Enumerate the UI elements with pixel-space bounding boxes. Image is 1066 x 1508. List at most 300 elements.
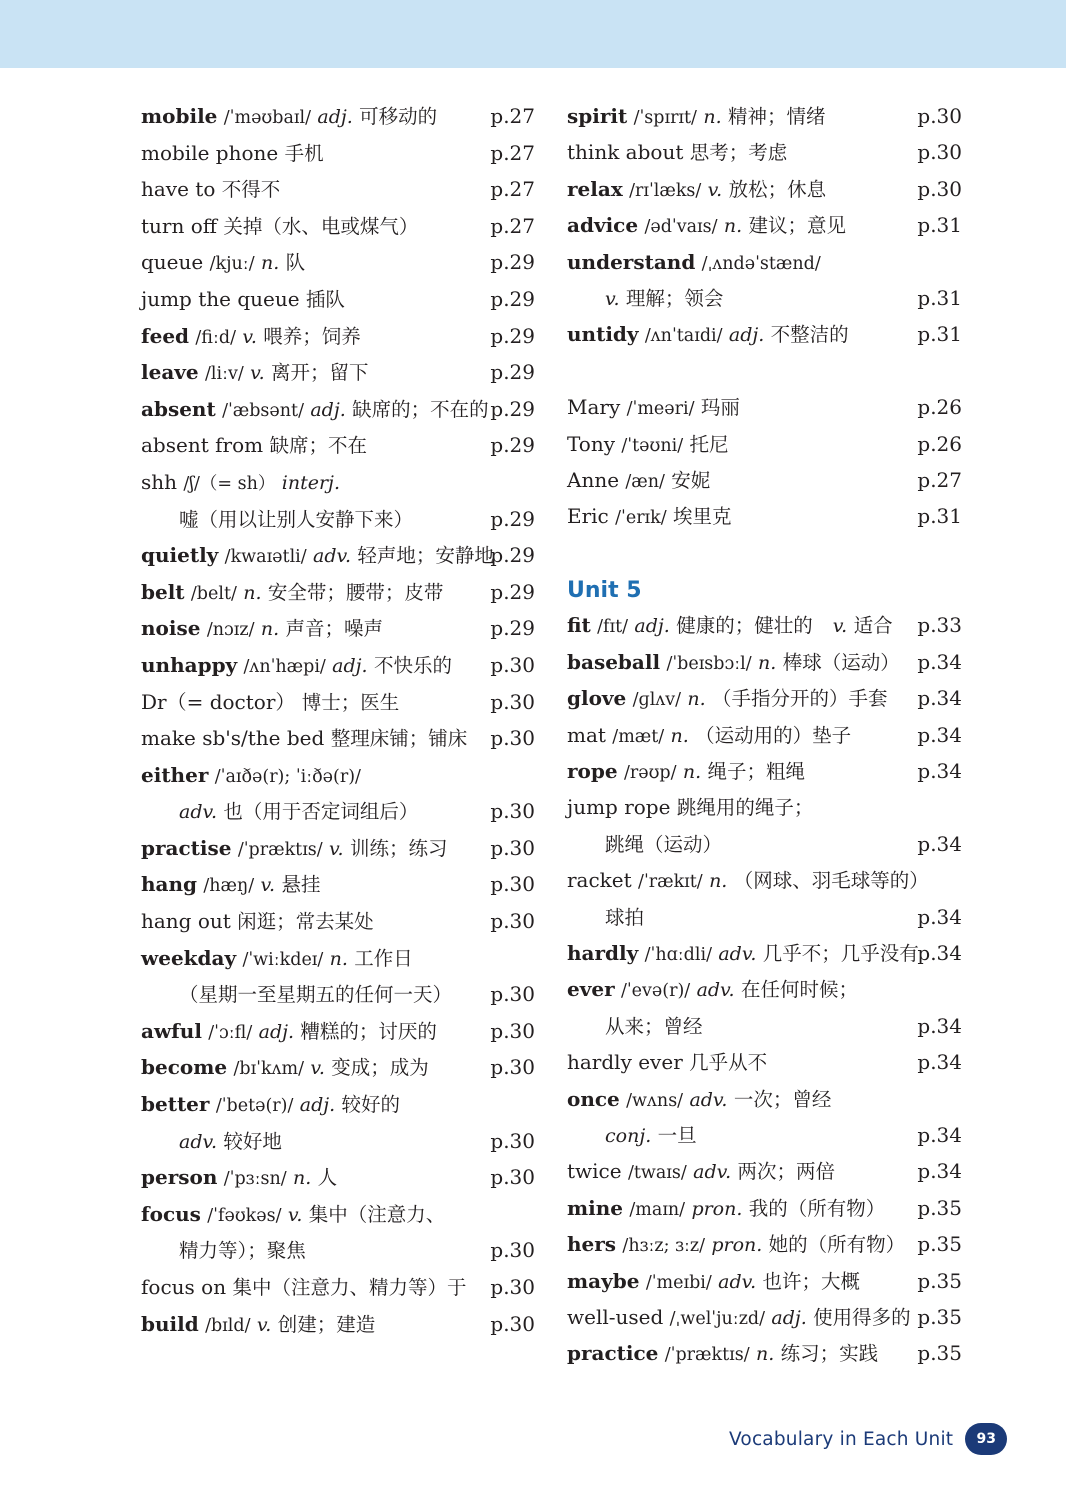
vocab-phonetic: /ˈerɪk/: [615, 508, 667, 529]
vocab-word: rope: [567, 759, 618, 784]
vocab-page-ref: p.27: [490, 140, 535, 165]
vocab-entry: [141, 244, 535, 281]
vocab-part-of-speech: adv.: [693, 1161, 732, 1184]
vocab-page-ref: p.27: [490, 213, 535, 238]
vocab-word: once: [567, 1086, 620, 1111]
vocab-phonetic: /ˈpræktɪs/: [237, 839, 323, 860]
vocab-phonetic: /kwaɪətli/: [224, 547, 307, 568]
vocab-meaning: 安妮: [671, 468, 711, 492]
vocab-meaning: 可移动的: [359, 105, 438, 128]
vocab-part-of-speech: v.: [329, 837, 344, 860]
vocab-phonetic: /ˈpɜːsn/: [223, 1169, 287, 1190]
vocab-meaning: 托尼: [689, 432, 729, 456]
vocab-word: hang: [141, 872, 198, 897]
vocab-meaning: 球拍: [605, 905, 645, 929]
vocab-meaning: 我的（所有物）: [748, 1196, 886, 1220]
vocab-part-of-speech: n.: [687, 688, 706, 711]
vocab-word: practice: [567, 1341, 659, 1366]
vocab-word: belt: [141, 579, 185, 604]
vocab-page-ref: p.29: [490, 543, 535, 568]
vocab-meaning: 离开；留下: [271, 361, 369, 385]
vocab-page-ref: p.34: [917, 1013, 962, 1038]
vocab-word: hardly ever: [567, 1050, 683, 1075]
vocab-word: build: [141, 1311, 199, 1336]
vocab-entry: [141, 1049, 535, 1086]
vocab-page-ref: p.34: [917, 722, 962, 747]
vocab-entry: [141, 1196, 535, 1233]
vocab-entry: [141, 940, 535, 977]
vocab-entry-continuation: [567, 899, 962, 935]
vocab-page-ref: p.27: [490, 104, 535, 128]
vocab-entry: [567, 717, 962, 753]
vocab-entry: [567, 753, 962, 789]
vocab-meaning: 精力等）；聚焦: [179, 1239, 306, 1263]
vocab-meaning: 工作日: [354, 946, 413, 970]
vocab-word: ever: [567, 977, 615, 1002]
vocab-page-ref: p.34: [917, 686, 962, 711]
vocab-meaning: 喂养；饲养: [263, 324, 361, 348]
vocab-entry: [141, 171, 535, 208]
vocab-page-ref: p.30: [490, 1018, 535, 1043]
vocab-part-of-speech: n.: [703, 106, 722, 128]
vocab-part-of-speech: v.: [832, 615, 848, 638]
vocab-page-ref: p.35: [917, 1232, 962, 1257]
vocab-phonetic: /ʃ/（= sh）: [183, 473, 276, 494]
vocab-entry-continuation: [141, 1232, 535, 1269]
vocab-meaning: 理解；领会: [625, 286, 724, 310]
vocab-word: awful: [141, 1018, 202, 1043]
vocab-entry: [567, 1299, 962, 1335]
vocab-phonetic: /wʌns/: [626, 1090, 684, 1111]
vocab-page-ref: p.29: [490, 579, 535, 604]
vocab-page-ref: p.34: [917, 831, 962, 856]
vocab-word: shh: [141, 469, 178, 494]
vocab-phonetic: /fɪt/: [597, 617, 629, 638]
vocab-entry-continuation: [567, 826, 962, 862]
vocab-word: spirit: [567, 104, 628, 128]
vocab-page-ref: p.30: [490, 1055, 535, 1080]
vocab-page-ref: p.29: [490, 250, 535, 275]
vocab-page-ref: p.30: [490, 1311, 535, 1336]
vocab-page-ref: p.30: [490, 689, 535, 714]
vocab-word: maybe: [567, 1268, 640, 1293]
vocab-entry-continuation: [567, 1008, 962, 1044]
vocab-page-ref: p.30: [490, 726, 535, 751]
vocab-meaning: 建议；意见: [748, 214, 847, 238]
unit-heading: Unit 5: [567, 578, 642, 604]
vocab-meaning: 几乎从不: [689, 1051, 768, 1075]
vocab-phonetic: /nɔɪz/: [206, 620, 255, 641]
vocab-part-of-speech: v.: [242, 325, 257, 348]
vocab-phonetic: /ˈevə(r)/: [620, 981, 691, 1002]
vocab-part-of-speech: n.: [260, 618, 280, 641]
vocab-entry: [141, 208, 535, 245]
vocab-page-ref: p.30: [917, 176, 962, 201]
vocab-part-of-speech: adv.: [718, 942, 757, 965]
vocab-word: person: [141, 1165, 218, 1190]
vocab-word: mine: [567, 1195, 624, 1220]
vocab-page-ref: p.30: [917, 140, 962, 165]
vocab-page-ref: p.34: [917, 904, 962, 929]
vocab-word: make sb's/the bed: [141, 726, 325, 751]
vocab-meaning: 插队: [305, 287, 345, 311]
vocab-entry: [141, 1269, 535, 1306]
vocab-entry: [567, 426, 962, 462]
vocab-meaning: （网球、羽毛球等的）: [733, 869, 929, 893]
vocab-part-of-speech: v.: [250, 362, 265, 385]
vocab-word: racket: [567, 868, 632, 893]
vocab-meaning: 不整洁的: [770, 323, 849, 347]
vocab-phonetic: /ˈwiːkdeɪ/: [242, 949, 324, 970]
vocab-entry: [567, 644, 962, 680]
vocab-part-of-speech: v.: [310, 1057, 325, 1080]
vocab-word: Anne: [567, 467, 620, 492]
vocab-page-ref: p.29: [490, 616, 535, 641]
vocab-entry: [567, 607, 962, 643]
vocab-page-ref: p.29: [490, 396, 535, 421]
vocab-page-ref: p.30: [490, 1128, 535, 1153]
vocab-word: practise: [141, 835, 232, 860]
vocab-entry-continuation: [141, 976, 535, 1013]
vocab-part-of-speech: interj.: [281, 471, 340, 494]
vocab-meaning: 轻声地；安静地: [357, 544, 494, 568]
vocab-meaning: 集中（注意力、精力等）于: [232, 1276, 467, 1299]
vocab-page-ref: p.33: [917, 613, 962, 638]
vocab-word: focus: [141, 1201, 201, 1226]
vocab-meaning: 适合: [853, 614, 893, 638]
vocab-phonetic: /ˈspɪrɪt/: [633, 108, 697, 128]
vocab-entry: [567, 789, 962, 825]
vocab-page-ref: p.34: [917, 649, 962, 674]
vocab-page-ref: p.27: [490, 177, 535, 202]
vocab-entry: [567, 134, 962, 170]
vocab-phonetic: /ədˈvaɪs/: [644, 217, 718, 238]
vocab-meaning: 糟糕的；讨厌的: [300, 1019, 437, 1043]
vocab-page-ref: p.35: [917, 1304, 962, 1329]
vocab-part-of-speech: n.: [709, 870, 728, 893]
vocab-part-of-speech: adj.: [771, 1306, 807, 1329]
vocab-meaning: 不得不: [221, 178, 281, 202]
vocab-entry: [567, 171, 962, 207]
vocab-meaning: 一次；曾经: [733, 1087, 832, 1111]
vocab-page-ref: p.30: [490, 1165, 535, 1190]
vocab-entry: [567, 498, 962, 534]
vocab-page-ref: p.34: [917, 1050, 962, 1075]
vocab-entry: [141, 757, 535, 794]
vocab-meaning: 几乎不；几乎没有: [762, 941, 919, 965]
vocab-part-of-speech: v.: [287, 1203, 303, 1226]
vocab-meaning: 思考；考虑: [689, 141, 788, 165]
vocab-meaning: 埃里克: [673, 505, 732, 529]
vocab-page-ref: p.34: [917, 1159, 962, 1184]
vocab-meaning: 悬挂: [281, 873, 321, 897]
vocab-word: baseball: [567, 649, 661, 674]
vocab-word: absent: [141, 396, 216, 421]
vocab-phonetic: /ˈməʊbaɪl/: [223, 108, 312, 128]
vocab-phonetic: /belt/: [190, 583, 237, 604]
vocab-page-ref: p.30: [490, 982, 535, 1007]
vocab-meaning: （星期一至星期五的任何一天）: [179, 983, 453, 1007]
vocab-phonetic: /æn/: [625, 471, 665, 492]
vocab-meaning: 创建；建造: [277, 1312, 376, 1336]
section-spacer: [567, 535, 962, 571]
vocab-phonetic: /mæt/: [612, 726, 665, 747]
vocab-part-of-speech: adj.: [728, 324, 765, 347]
vocab-entry: [141, 1013, 535, 1050]
vocab-meaning: 她的（所有物）: [768, 1233, 906, 1257]
vocab-meaning: 队: [285, 251, 306, 275]
vocab-phonetic: /ˈtəʊni/: [621, 435, 684, 456]
vocab-part-of-speech: adv.: [689, 1088, 728, 1111]
vocab-meaning: 整理床铺；铺床: [330, 727, 468, 751]
vocab-page-ref: p.29: [490, 506, 535, 531]
vocab-phonetic: /hæŋ/: [203, 876, 255, 897]
vocab-part-of-speech: adj.: [634, 615, 670, 638]
vocab-entry: [567, 971, 962, 1007]
vocab-entry: [567, 1335, 962, 1371]
vocab-page-ref: p.26: [917, 395, 962, 420]
vocab-part-of-speech: adv.: [313, 545, 352, 568]
vocab-meaning: 手机: [284, 141, 324, 165]
vocab-entry: [567, 1226, 962, 1262]
vocab-entry: [141, 610, 535, 647]
vocab-part-of-speech: n.: [260, 252, 280, 275]
vocab-entry: [141, 427, 535, 464]
top-color-band: [0, 0, 1066, 68]
vocab-page-ref: p.34: [917, 940, 962, 965]
vocab-phonetic: /ʌnˈhæpi/: [243, 656, 326, 677]
vocab-meaning: 棒球（运动）: [782, 650, 900, 674]
vocab-word: become: [141, 1055, 228, 1080]
vocab-meaning: 两次；两倍: [737, 1160, 836, 1184]
vocab-page-ref: p.35: [917, 1195, 962, 1220]
vocab-word: fit: [567, 613, 591, 638]
vocab-meaning: 绳子；粗绳: [707, 760, 806, 784]
vocab-meaning: 玛丽: [700, 396, 740, 420]
vocab-phonetic: /ˈpræktɪs/: [664, 1345, 750, 1366]
vocab-entry: [567, 1153, 962, 1189]
vocab-phonetic: /rɪˈlæks/: [629, 180, 702, 201]
vocab-entry-continuation: [141, 501, 535, 538]
vocab-part-of-speech: n.: [723, 215, 743, 238]
vocab-meaning: 缺席的；不在的: [352, 397, 489, 421]
vocab-phonetic: /fiːd/: [195, 327, 236, 348]
vocab-part-of-speech: adv.: [696, 979, 735, 1002]
vocab-phonetic: /ˈrækɪt/: [638, 872, 703, 893]
vocab-word: noise: [141, 616, 201, 641]
vocab-meaning: 较好地: [223, 1129, 282, 1153]
vocab-entry-continuation: [567, 1117, 962, 1153]
vocab-page-ref: p.30: [917, 104, 962, 128]
vocab-phonetic: /ˈfəʊkəs/: [207, 1205, 282, 1226]
vocab-page-ref: p.30: [490, 1238, 535, 1263]
vocab-page-ref: p.30: [490, 799, 535, 824]
vocab-part-of-speech: n.: [329, 947, 348, 970]
vocab-meaning: 跳绳（运动）: [605, 832, 723, 856]
vocab-entry: [141, 354, 535, 391]
vocab-meaning: 嘘（用以让别人安静下来）: [179, 507, 414, 531]
vocab-meaning: 安全带；腰带；皮带: [267, 580, 444, 604]
vocab-entry: [141, 1159, 535, 1196]
section-spacer: [567, 353, 962, 389]
vocab-phonetic: /ˈhɑːdli/: [644, 944, 712, 965]
vocab-entry: [141, 574, 535, 611]
vocab-meaning: 缺席；不在: [269, 434, 367, 458]
vocab-page-ref: p.31: [917, 285, 962, 310]
vocab-word: turn off: [141, 213, 217, 238]
vocab-entry-continuation: [141, 793, 535, 830]
vocab-word: Tony: [567, 431, 616, 456]
vocab-phonetic: /twaɪs/: [627, 1163, 687, 1184]
vocab-phonetic: /liːv/: [205, 364, 244, 385]
vocab-meaning: 人: [317, 1166, 338, 1190]
vocab-phonetic: /ˈbeɪsbɔːl/: [666, 653, 752, 674]
vocab-entry: [141, 1306, 535, 1343]
vocab-part-of-speech: v.: [605, 287, 620, 310]
vocab-phonetic: /ˈɔːfl/: [208, 1022, 253, 1043]
vocab-meaning: 闲逛；常去某处: [237, 910, 374, 934]
vocab-word: hers: [567, 1232, 617, 1257]
vocab-page-ref: p.29: [490, 360, 535, 385]
vocab-phonetic: /kjuː/: [209, 254, 255, 275]
vocab-entry: [567, 98, 962, 134]
vocab-part-of-speech: n.: [682, 761, 702, 784]
vocabulary-column-right: [567, 98, 962, 1372]
vocab-word: hardly: [567, 940, 639, 965]
vocab-word: glove: [567, 686, 627, 711]
vocab-meaning: 变成；成为: [331, 1056, 429, 1080]
vocab-part-of-speech: adj.: [299, 1094, 336, 1117]
vocab-part-of-speech: n.: [755, 1343, 775, 1366]
vocab-phonetic: /ˈbetə(r)/: [215, 1096, 294, 1117]
vocab-page-ref: p.30: [490, 1275, 535, 1299]
vocab-word: hang out: [141, 909, 231, 934]
vocab-entry: [567, 316, 962, 352]
vocab-entry: [141, 391, 535, 428]
vocabulary-column-left: [141, 98, 535, 1342]
vocab-entry: [567, 389, 962, 425]
vocab-entry: [141, 647, 535, 684]
vocab-page-ref: p.30: [490, 909, 535, 934]
vocab-phonetic: /bɪld/: [205, 1315, 251, 1336]
vocab-part-of-speech: v.: [260, 874, 276, 897]
vocab-entry: [141, 98, 535, 135]
vocab-page-ref: p.26: [917, 431, 962, 456]
vocab-page-ref: p.35: [917, 1341, 962, 1366]
vocab-word: Dr（= doctor）: [141, 689, 296, 714]
vocab-entry: [567, 244, 962, 280]
vocab-phonetic: /hɜːz; ɜːz/: [622, 1236, 705, 1257]
vocab-entry: [141, 281, 535, 318]
vocab-word: jump the queue: [141, 286, 300, 311]
vocab-phonetic: /ˈaɪðə(r); ˈiːðə(r)/: [214, 766, 361, 787]
vocab-meaning: 不快乐的: [373, 653, 452, 677]
vocab-entry: [141, 684, 535, 721]
vocab-meaning: （运动用的）垫子: [695, 723, 852, 747]
vocab-entry: [141, 135, 535, 172]
vocab-meaning: 关掉（水、电或煤气）: [223, 214, 419, 238]
vocab-word: unhappy: [141, 652, 238, 677]
page-number-badge: 93: [965, 1423, 1007, 1455]
vocab-part-of-speech: adj.: [317, 106, 353, 128]
vocab-entry-continuation: [141, 1123, 535, 1160]
vocab-part-of-speech: adj.: [332, 654, 368, 677]
vocab-word: have to: [141, 177, 216, 202]
vocab-phonetic: /ˌʌndəˈstænd/: [701, 253, 821, 274]
vocab-entry: [567, 1263, 962, 1299]
vocab-meaning: 声音；噪声: [285, 617, 384, 641]
vocab-word: focus on: [141, 1275, 227, 1299]
vocab-part-of-speech: adj.: [310, 398, 346, 421]
vocab-part-of-speech: conj.: [605, 1124, 652, 1147]
vocab-part-of-speech: pron.: [711, 1234, 763, 1257]
vocab-entry: [567, 1044, 962, 1080]
vocab-entry: [141, 720, 535, 757]
vocab-meaning: 精神；情绪: [727, 105, 826, 128]
vocab-word: Mary: [567, 395, 621, 420]
vocab-meaning: 放松；休息: [728, 177, 827, 201]
vocab-word: relax: [567, 176, 623, 201]
vocab-page-ref: p.29: [490, 323, 535, 348]
vocab-entry: [567, 862, 962, 898]
vocab-word: queue: [141, 250, 204, 275]
vocab-part-of-speech: n.: [292, 1167, 312, 1190]
vocab-part-of-speech: v.: [707, 178, 723, 201]
vocab-meaning: 在任何时候；: [740, 978, 858, 1002]
vocab-word: either: [141, 762, 209, 787]
vocab-word: Eric: [567, 504, 609, 529]
vocab-phonetic: /ɡlʌv/: [632, 690, 682, 711]
vocab-entry: [141, 1086, 535, 1123]
vocab-phonetic: /ˈmeɪbi/: [645, 1272, 712, 1293]
vocab-part-of-speech: n.: [758, 651, 777, 674]
vocab-word: better: [141, 1092, 210, 1117]
vocab-phonetic: /maɪn/: [629, 1199, 686, 1220]
vocab-meaning: 博士；医生: [301, 690, 400, 714]
vocab-meaning: 练习；实践: [780, 1342, 879, 1366]
vocab-page-ref: p.34: [917, 1122, 962, 1147]
vocab-word: think about: [567, 140, 684, 165]
vocab-phonetic: /rəʊp/: [623, 763, 677, 784]
vocab-page-ref: p.29: [490, 433, 535, 458]
vocab-word: mobile: [141, 104, 218, 128]
page-footer: [729, 1422, 1007, 1456]
vocab-meaning: 一旦: [657, 1123, 697, 1147]
vocab-word: mobile phone: [141, 140, 279, 165]
vocab-page-ref: p.30: [490, 835, 535, 860]
vocab-word: feed: [141, 323, 190, 348]
vocab-entry: [141, 903, 535, 940]
vocab-word: mat: [567, 722, 606, 747]
vocab-word: jump rope: [567, 795, 671, 820]
vocab-meaning: 使用得多的: [813, 1305, 911, 1329]
vocab-word: twice: [567, 1159, 622, 1184]
vocab-word: absent from: [141, 433, 264, 458]
vocab-entry: [567, 462, 962, 498]
vocab-word: untidy: [567, 322, 639, 347]
vocab-word: understand: [567, 249, 696, 274]
vocab-meaning: 较好的: [341, 1093, 401, 1117]
vocab-page-ref: p.31: [917, 504, 962, 529]
vocab-entry: [567, 935, 962, 971]
vocab-page-ref: p.34: [917, 759, 962, 784]
vocab-page-ref: p.35: [917, 1268, 962, 1293]
vocab-word: quietly: [141, 543, 219, 568]
vocab-entry: [141, 866, 535, 903]
vocab-page-ref: p.29: [490, 286, 535, 311]
vocab-meaning: 从来；曾经: [605, 1014, 703, 1038]
vocab-meaning: 健康的；健壮的: [676, 614, 813, 638]
